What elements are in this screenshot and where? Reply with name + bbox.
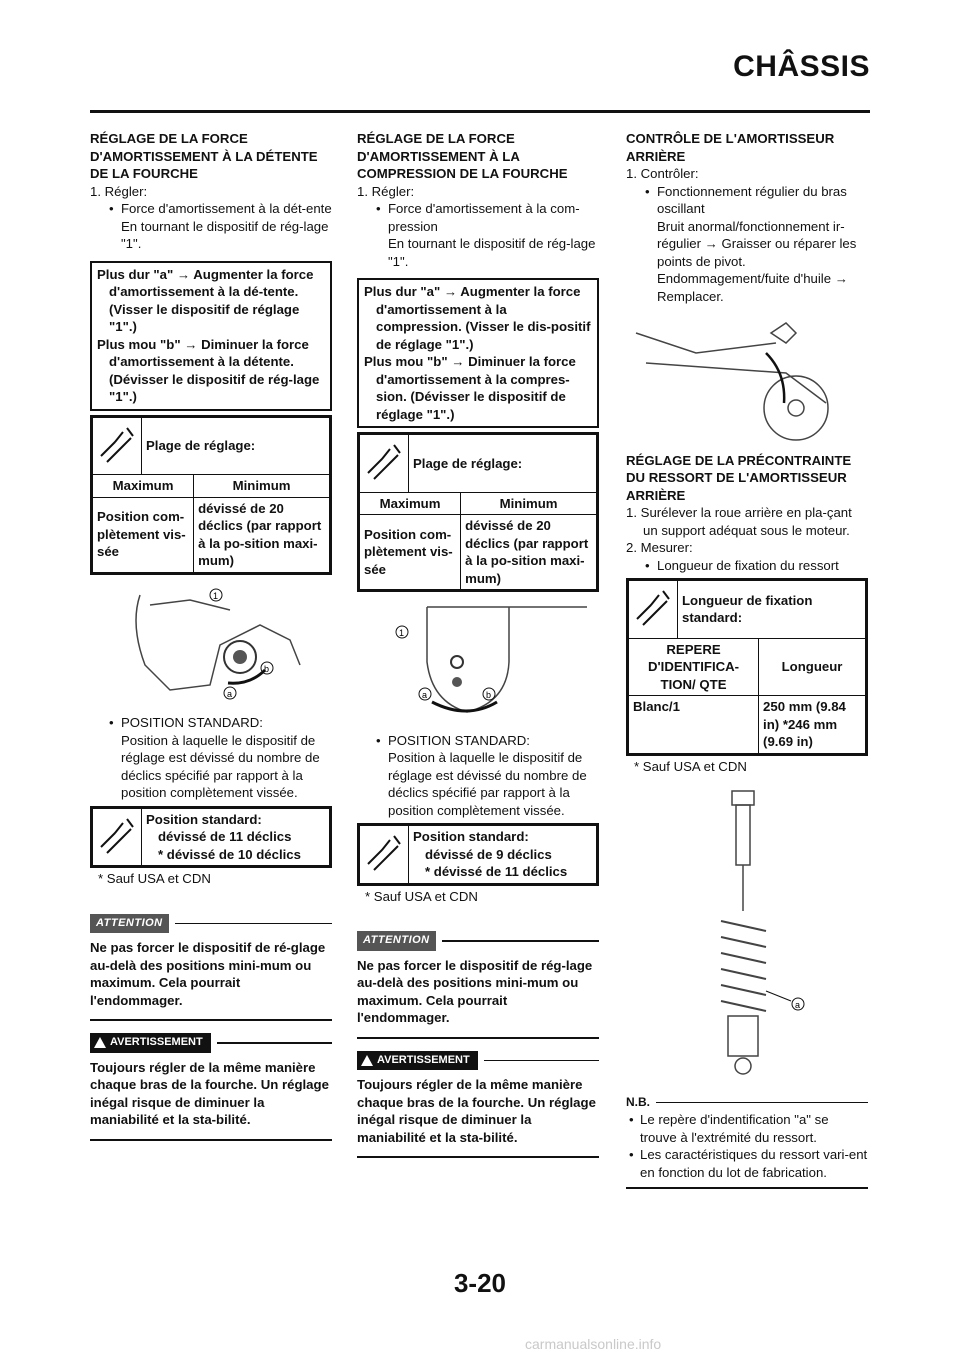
warning-text: Toujours régler de la même manière chaque bras de la fourche. Un réglage inégal risque de diminuer la maniabilité et la sta-bilité.	[357, 1077, 596, 1145]
col-min: Minimum	[461, 492, 597, 515]
watermark: carmanualsonline.info	[525, 1336, 662, 1352]
fig-label-a: a	[227, 688, 233, 699]
figure-swingarm	[626, 313, 868, 448]
range-spec-table	[90, 415, 332, 575]
std-value-alt: * dévissé de 11 déclics	[425, 864, 568, 879]
max-value: Position com-plètement vis-sée	[93, 497, 194, 572]
adjust-harder: Plus dur "a" → Augmenter la force d'amortissement à la dé-tente. (Visser le dispositif de réglage "1".)	[97, 266, 314, 334]
bullet-detail: Position à laquelle le dispositif de réglage est dévissé du nombre de déclics spécifié par rapport à la position complètement vissée.	[388, 750, 587, 818]
section-heading: RÉGLAGE DE LA FORCE D'AMORTISSEMENT À LA DÉTENTE DE LA FOURCHE	[90, 131, 318, 181]
spring-length-table	[626, 578, 868, 756]
caution-box	[90, 914, 332, 1022]
section-heading: RÉGLAGE DE LA PRÉCONTRAINTE DU RESSORT DE L'AMORTISSEUR ARRIÈRE	[626, 452, 852, 503]
range-label: Plage de réglage:	[142, 417, 330, 475]
footnote: * Sauf USA et CDN	[98, 871, 211, 886]
figure-compression-adjuster	[357, 602, 599, 722]
standard-position-box	[357, 823, 599, 886]
bullet-item: • Longueur de fixation du ressort	[626, 557, 868, 575]
range-label: Plage de réglage:	[409, 435, 597, 493]
spec-label: Longueur de fixation standard:	[678, 581, 866, 639]
footnote: * Sauf USA et CDN	[365, 888, 478, 904]
max-value: Position com-plètement vis-sée	[360, 515, 461, 590]
footnote: * Sauf USA et CDN	[634, 758, 747, 774]
step: 1. Régler:	[357, 183, 415, 199]
fig-label-a: a	[422, 690, 428, 700]
bullet-detail: En tournant le dispositif de rég-lage "1".	[121, 218, 329, 251]
warning-icon	[94, 1037, 106, 1048]
caution-tag: ATTENTION	[357, 931, 436, 951]
step: 2. Mesurer:	[626, 540, 693, 555]
fig-label-b: b	[486, 690, 492, 700]
row-id: Blanc/1	[629, 696, 759, 754]
std-value: dévissé de 9 déclics	[425, 846, 552, 862]
adjust-harder: Plus dur "a" → Augmenter la force d'amortissement à la compression. (Visser le dis-positif de réglage "1".)	[364, 284, 591, 352]
column-rebound-damping	[90, 130, 332, 1141]
col-min: Minimum	[194, 475, 330, 498]
warning-tag: AVERTISSEMENT	[377, 1053, 470, 1066]
page-title: CHÂSSIS	[733, 50, 870, 83]
col-id: REPERE D'IDENTIFICA-TION/ QTE	[629, 638, 759, 696]
adjust-instructions	[357, 278, 599, 428]
fig-label-b: b	[264, 663, 270, 674]
wrench-icon	[360, 435, 409, 493]
wrench-icon	[93, 808, 142, 866]
column-compression-damping	[357, 130, 599, 1158]
warning-box	[357, 1051, 599, 1159]
wrench-icon	[629, 581, 678, 639]
bullet-item: • Force d'amortissement à la com-pression	[357, 200, 599, 235]
bullet-item: • POSITION STANDARD:	[357, 732, 599, 750]
wrench-icon	[360, 826, 409, 884]
std-label: Position standard:	[413, 829, 529, 844]
bullet-detail: Position à laquelle le dispositif de réglage est dévissé du nombre de déclics spécifié par rapport à la position complètement vissée.	[121, 732, 320, 800]
warning-box	[90, 1033, 332, 1141]
step: 1. Surélever la roue arrière en pla-çant un support adéquat sous le moteur.	[626, 505, 852, 538]
min-value: dévissé de 20 déclics (par rapport à la po-sition maxi-mum)	[461, 515, 597, 590]
min-value: dévissé de 20 déclics (par rapport à la po-sition maxi-mum)	[194, 497, 330, 572]
bullet-item: • Fonctionnement régulier du bras oscillant	[626, 183, 868, 218]
col-max: Maximum	[360, 492, 461, 515]
caution-box	[357, 931, 599, 1039]
col-max: Maximum	[93, 475, 194, 498]
nb-item: • Le repère d'indentification "a" se trouve à l'extrémité du ressort.	[626, 1111, 868, 1146]
std-value-alt: * dévissé de 10 déclics	[158, 846, 301, 862]
section-heading: RÉGLAGE DE LA FORCE D'AMORTISSEMENT À LA COMPRESSION DE LA FOURCHE	[357, 131, 568, 181]
caution-tag: ATTENTION	[90, 914, 169, 934]
warning-icon	[361, 1055, 373, 1066]
nb-box	[626, 1094, 868, 1190]
section-heading: CONTRÔLE DE L'AMORTISSEUR ARRIÈRE	[626, 131, 835, 164]
step: 1. Régler:	[90, 183, 148, 199]
nb-item: • Les caractéristiques du ressort vari-ent en fonction du lot de fabrication.	[626, 1146, 868, 1181]
fig-label-a: a	[795, 1000, 801, 1010]
page-number: 3-20	[453, 1268, 507, 1298]
fig-label-1: 1	[399, 628, 405, 638]
title-rule	[90, 110, 870, 113]
caution-text: Ne pas forcer le dispositif de rég-lage au-delà des positions mini-mum ou maximum. Cela pourrait l'endommager.	[357, 957, 593, 1025]
bullet-item: • POSITION STANDARD:	[90, 714, 332, 732]
figure-rear-shock	[626, 781, 868, 1086]
nb-tag: N.B.	[626, 1094, 650, 1109]
column-rear-shock	[626, 130, 868, 1189]
std-value: dévissé de 11 déclics	[158, 829, 292, 844]
step: 1. Contrôler:	[626, 166, 699, 181]
fig-label-1: 1	[213, 590, 219, 601]
adjust-instructions	[90, 261, 332, 411]
row-length: 250 mm (9.84 in) *246 mm (9.69 in)	[759, 696, 866, 754]
bullet-detail: Endommagement/fuite d'huile → Remplacer.	[657, 271, 848, 304]
std-label: Position standard:	[146, 811, 262, 827]
col-length: Longueur	[759, 638, 866, 696]
range-spec-table	[357, 432, 599, 592]
warning-tag: AVERTISSEMENT	[110, 1036, 203, 1048]
wrench-icon	[93, 417, 142, 475]
bullet-item: • Force d'amortissement à la dét-ente	[90, 200, 332, 218]
caution-text: Ne pas forcer le dispositif de ré-glage au-delà des positions mini-mum ou maximum. Cela pourrait l'endommager.	[90, 940, 326, 1008]
standard-position-box	[90, 806, 332, 869]
figure-rebound-adjuster	[90, 585, 332, 705]
bullet-detail: Bruit anormal/fonctionnement ir-régulier → Graisser ou réparer les points de pivot.	[657, 218, 857, 269]
adjust-softer: Plus mou "b" → Diminuer la force d'amortissement à la détente. (Dévisser le dispositif de rég-lage "1".)	[97, 336, 320, 404]
warning-text: Toujours régler de la même manière chaque bras de la fourche. Un réglage inégal risque de diminuer la maniabilité et la sta-bilité.	[90, 1059, 329, 1127]
bullet-detail: En tournant le dispositif de rég-lage "1".	[388, 236, 596, 269]
adjust-softer: Plus mou "b" → Diminuer la force d'amortissement à la compres-sion. (Dévisser le dispositif de réglage "1".)	[364, 354, 576, 422]
